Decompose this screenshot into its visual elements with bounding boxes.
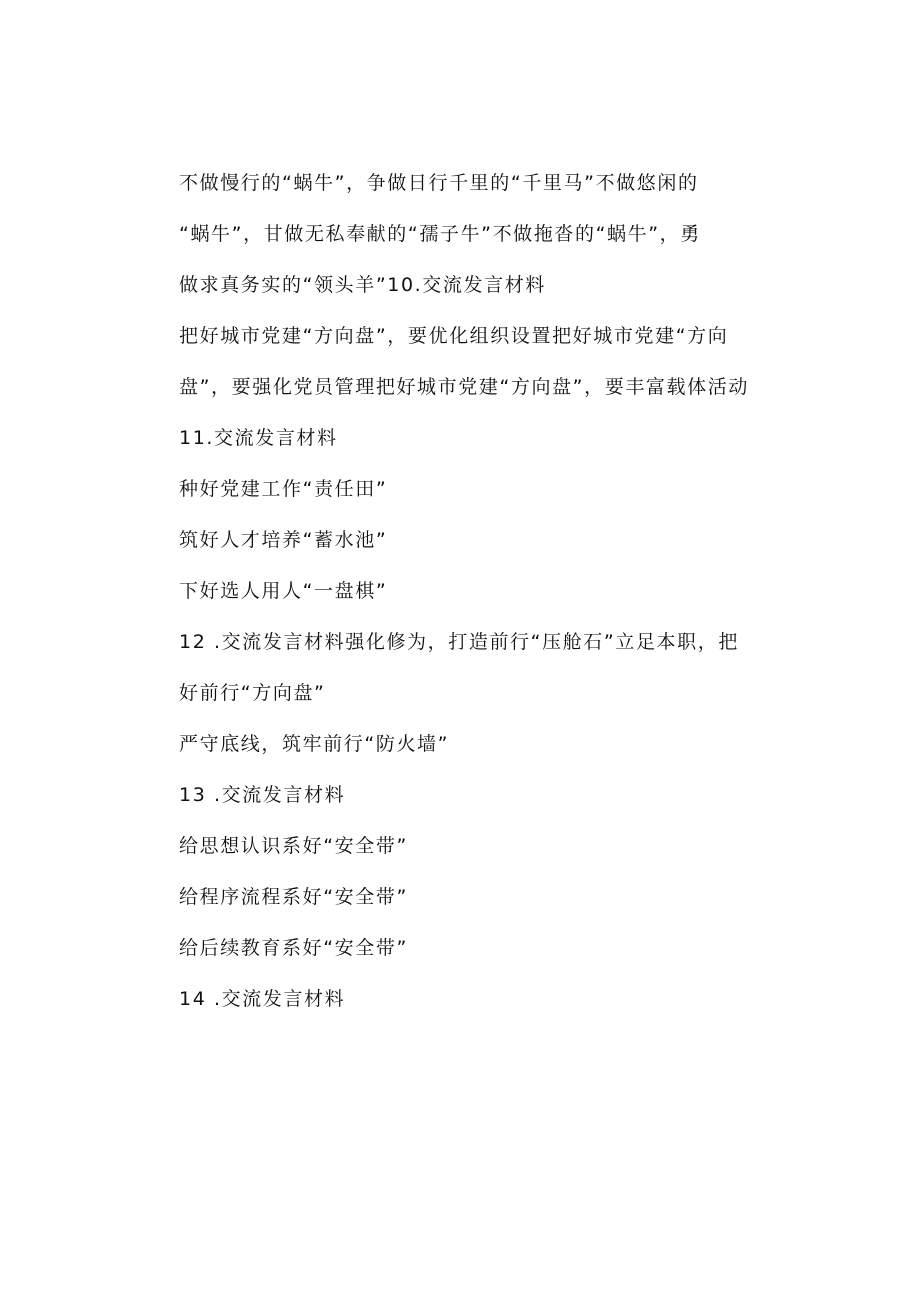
- text-line: 好前行“方向盘”: [179, 682, 326, 704]
- text-line: 盘”，要强化党员管理把好城市党建“方向盘”，要丰富载体活动: [179, 376, 749, 398]
- text-line: 种好党建工作“责任田”: [179, 478, 388, 500]
- text-line: 筑好人才培养“蓄水池”: [179, 529, 388, 551]
- text-line: 给程序流程系好“安全带”: [179, 886, 408, 908]
- text-line: 不做慢行的“蜗牛”，争做日行千里的“千里马”不做悠闲的: [179, 172, 699, 194]
- section-heading: 13 .交流发言材料: [179, 784, 346, 806]
- text-line: 把好城市党建“方向盘”，要优化组织设置把好城市党建“方向: [179, 325, 729, 347]
- document-body: [179, 158, 819, 1025]
- text-line: 做求真务实的“领头羊”10.交流发言材料: [179, 274, 546, 296]
- text-line: 严守底线，筑牢前行“防火墙”: [179, 733, 450, 755]
- text-line: 给思想认识系好“安全带”: [179, 835, 408, 857]
- text-line: 给后续教育系好“安全带”: [179, 937, 408, 959]
- section-heading: 14 .交流发言材料: [179, 988, 346, 1010]
- section-heading: 11.交流发言材料: [179, 427, 338, 449]
- text-line: “蜗牛”，甘做无私奉献的“孺子牛”不做拖沓的“蜗牛”，勇: [179, 223, 701, 245]
- text-line: 下好选人用人“一盘棋”: [179, 580, 388, 602]
- text-line: 12 .交流发言材料强化修为，打造前行“压舱石”立足本职，把: [179, 631, 739, 653]
